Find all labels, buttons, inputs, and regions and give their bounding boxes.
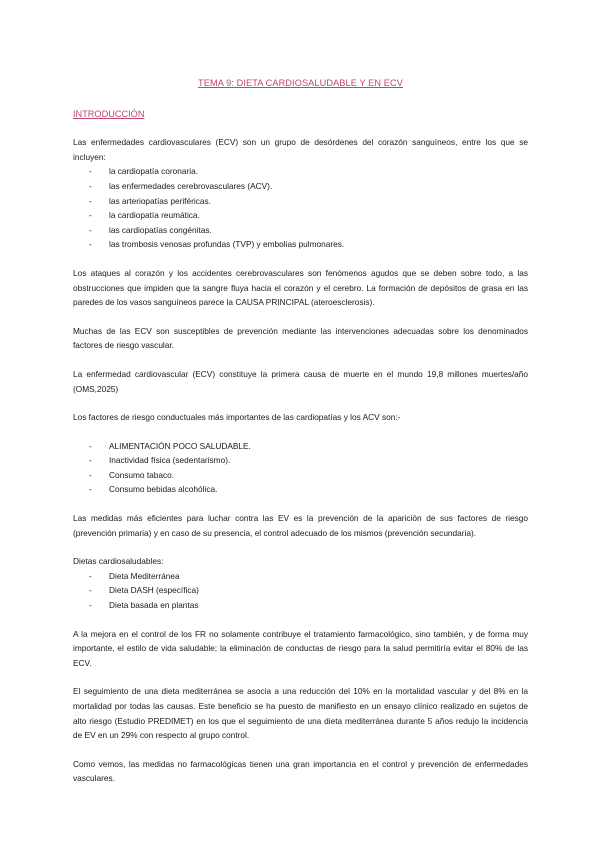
paragraph-ataques: Los ataques al corazón y los accidentes cerebrovasculares son fenómenos agudos que se deben sobre todo, a las obstrucciones que impiden que la sangre fluya hacia el corazón y el cerebro. La formación de depósitos de grasa en las paredes de los vasos sanguíneos parece la CAUSA PRINCIPAL (ateroesclerosis). <box>73 267 528 308</box>
list-item: - Consumo tabaco. <box>73 468 528 483</box>
list-item: - las trombosis venosas profundas (TVP) y embolias pulmonares. <box>73 237 528 252</box>
paragraph-prevencion: Muchas de las ECV son susceptibles de prevención mediante las intervenciones adecuadas sobre los denominados factores de riesgo vascular. <box>73 325 528 351</box>
list-item: - la cardiopatía coronaria. <box>73 164 528 179</box>
section-heading: INTRODUCCIÓN <box>73 108 145 119</box>
paragraph-intro: Las enfermedades cardiovasculares (ECV) son un grupo de desórdenes del corazón sanguíneos, entre los que se incluyen: <box>73 137 528 162</box>
list-item: - Dieta DASH (específica) <box>73 583 528 598</box>
paragraph-seguimiento: El seguimiento de una dieta mediterránea se asocia a una reducción del 10% en la mortalidad vascular y del 8% en la mortalidad por todas las causas. Este beneficio se ha puesto de manifiesto en un ensayo clínico realizado en sujetos de alto riesgo (Estudio PREDIMET) en los que el seguimiento de una dieta mediterránea durante 5 años redujo la incidencia de EV en un 29% con respecto al grupo control. <box>73 686 528 741</box>
paragraph-como: Como vemos, las medidas no farmacológicas tienen una gran importancia en el control y prevención de enfermedades vasculares. <box>73 758 528 784</box>
document-title: TEMA 9: DIETA CARDIOSALUDABLE Y EN ECV <box>198 78 403 88</box>
list-item: - Dieta Mediterránea <box>73 569 528 584</box>
factores-list <box>73 439 528 497</box>
list-item: - la cardiopatía reumática. <box>73 208 528 223</box>
paragraph-medidas: Las medidas más eficientes para luchar contra las EV es la prevención de la aparición de sus factores de riesgo (prevención primaria) y en caso de su presencia, el control adecuado de los mismos (prevención secundaria). <box>73 513 528 538</box>
list-item: - Inactividad física (sedentarismo). <box>73 453 528 468</box>
dietas-list <box>73 569 528 613</box>
paragraph-dietas: Dietas cardiosaludables: <box>73 556 164 567</box>
list-item: - las arteriopatías periféricas. <box>73 194 528 209</box>
paragraph-factores: Los factores de riesgo conductuales más importantes de las cardiopatías y los ACV son:- <box>73 412 401 423</box>
list-item: - las enfermedades cerebrovasculares (ACV). <box>73 179 528 194</box>
list-item: - Dieta basada en plantas <box>73 598 528 613</box>
list-item: - las cardiopatías congénitas. <box>73 223 528 238</box>
paragraph-muerte: La enfermedad cardiovascular (ECV) constituye la primera causa de muerte en el mundo 19,8 millones muertes/año (OMS,2025) <box>73 368 528 394</box>
list-item: - ALIMENTACIÓN POCO SALUDABLE. <box>73 439 528 454</box>
ecv-list <box>73 164 528 252</box>
paragraph-mejora: A la mejora en el control de los FR no solamente contribuye el tratamiento farmacológico, sino también, y de forma muy importante, el estilo de vida saludable; la eliminación de conductas de riesgo para la salud permitiría evitar el 80% de las ECV. <box>73 628 528 668</box>
list-item: - Consumo bebidas alcohólica. <box>73 482 528 497</box>
